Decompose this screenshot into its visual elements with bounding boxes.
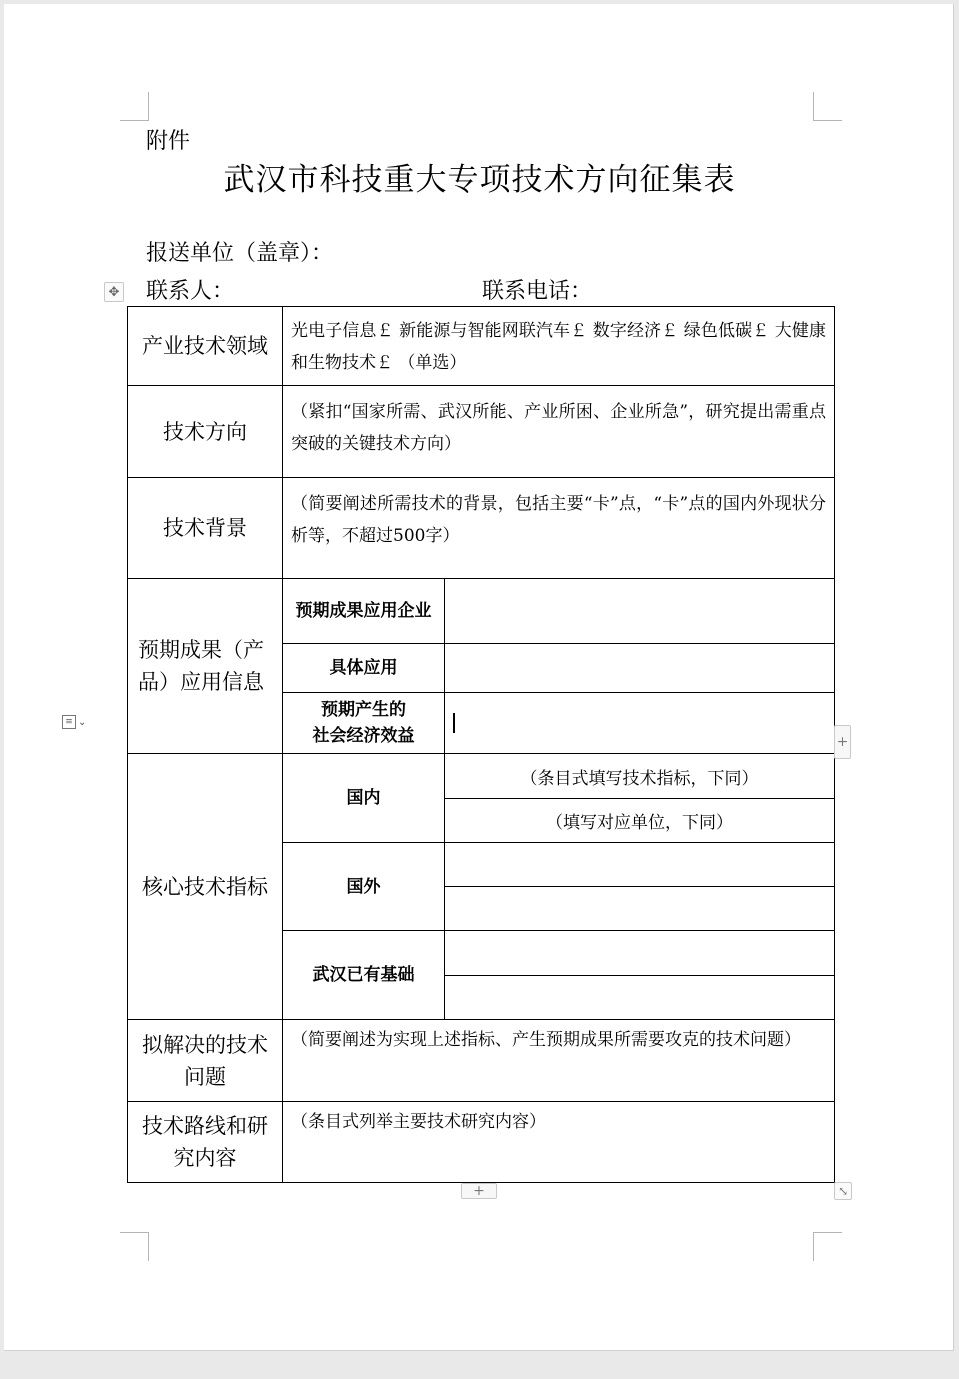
add-column-button[interactable] bbox=[834, 725, 851, 759]
table-row bbox=[128, 1020, 835, 1102]
expected-label-cell: 预期成果（产品）应用信息 bbox=[128, 579, 283, 754]
chevron-down-icon: ⌄ bbox=[78, 716, 87, 728]
expected-company-label-cell: 预期成果应用企业 bbox=[283, 579, 445, 644]
table-row bbox=[128, 754, 835, 799]
resize-icon: ⤡ bbox=[837, 1184, 849, 1198]
margin-corner-top-right bbox=[813, 92, 842, 121]
contact-person-label: 联系人： bbox=[146, 279, 235, 304]
add-row-button[interactable] bbox=[461, 1183, 497, 1199]
direction-label-cell: 技术方向 bbox=[128, 386, 283, 478]
domestic-indicator-input[interactable]: （条目式填写技术指标，下同） bbox=[445, 754, 835, 799]
field-label-cell: 产业技术领域 bbox=[128, 307, 283, 386]
wuhan-indicator-input[interactable] bbox=[445, 931, 835, 976]
foreign-unit-input[interactable] bbox=[445, 887, 835, 931]
bottom-gutter bbox=[0, 1351, 959, 1379]
move-arrows-icon: ✥ bbox=[108, 284, 120, 300]
collection-form-table bbox=[127, 306, 835, 1183]
benefit-label-cell: 预期产生的 社会经济效益 bbox=[283, 693, 445, 754]
background-desc-cell[interactable]: （简要阐述所需技术的背景，包括主要“卡”点，“卡”点的国内外现状分析等，不超过500字） bbox=[283, 478, 835, 579]
route-desc-cell[interactable]: （条目式列举主要技术研究内容） bbox=[283, 1102, 835, 1183]
paragraph-icon: ≡ bbox=[62, 715, 76, 729]
table-row bbox=[128, 478, 835, 579]
plus-icon: + bbox=[473, 1183, 485, 1199]
foreign-indicator-input[interactable] bbox=[445, 843, 835, 887]
problem-label-cell: 拟解决的技术问题 bbox=[128, 1020, 283, 1102]
domestic-label-cell: 国内 bbox=[283, 754, 445, 843]
table-row bbox=[128, 1102, 835, 1183]
field-options-cell[interactable]: 光电子信息￡ 新能源与智能网联汽车￡ 数字经济￡ 绿色低碳￡ 大健康和生物技术￡ （单选） bbox=[283, 307, 835, 386]
table-resize-handle[interactable] bbox=[834, 1182, 852, 1200]
core-label-cell: 核心技术指标 bbox=[128, 754, 283, 1020]
table-row bbox=[128, 307, 835, 386]
contact-phone-label: 联系电话： bbox=[482, 279, 593, 304]
table-row bbox=[128, 386, 835, 478]
margin-corner-bottom-left bbox=[120, 1232, 149, 1261]
domestic-unit-input[interactable]: （填写对应单位，下同） bbox=[445, 799, 835, 843]
expected-company-input[interactable] bbox=[445, 579, 835, 644]
submit-unit-label: 报送单位（盖章）： bbox=[146, 241, 334, 266]
plus-icon: + bbox=[836, 734, 849, 750]
attachment-label: 附件 bbox=[146, 129, 191, 154]
problem-desc-cell[interactable]: （简要阐述为实现上述指标、产生预期成果所需要攻克的技术问题） bbox=[283, 1020, 835, 1102]
table-row bbox=[128, 579, 835, 644]
route-label-cell: 技术路线和研究内容 bbox=[128, 1102, 283, 1183]
row-tools[interactable] bbox=[62, 710, 102, 734]
specific-application-label-cell: 具体应用 bbox=[283, 644, 445, 693]
specific-application-input[interactable] bbox=[445, 644, 835, 693]
foreign-label-cell: 国外 bbox=[283, 843, 445, 931]
document-title: 武汉市科技重大专项技术方向征集表 bbox=[223, 162, 736, 198]
direction-desc-cell[interactable]: （紧扣“国家所需、武汉所能、产业所困、企业所急”，研究提出需重点突破的关键技术方向） bbox=[283, 386, 835, 478]
wuhan-unit-input[interactable] bbox=[445, 976, 835, 1020]
margin-corner-top-left bbox=[120, 92, 149, 121]
wuhan-label-cell: 武汉已有基础 bbox=[283, 931, 445, 1020]
text-cursor bbox=[453, 713, 455, 733]
background-label-cell: 技术背景 bbox=[128, 478, 283, 579]
table-move-handle[interactable] bbox=[104, 282, 124, 302]
benefit-input[interactable] bbox=[445, 693, 835, 754]
margin-corner-bottom-right bbox=[813, 1232, 842, 1261]
